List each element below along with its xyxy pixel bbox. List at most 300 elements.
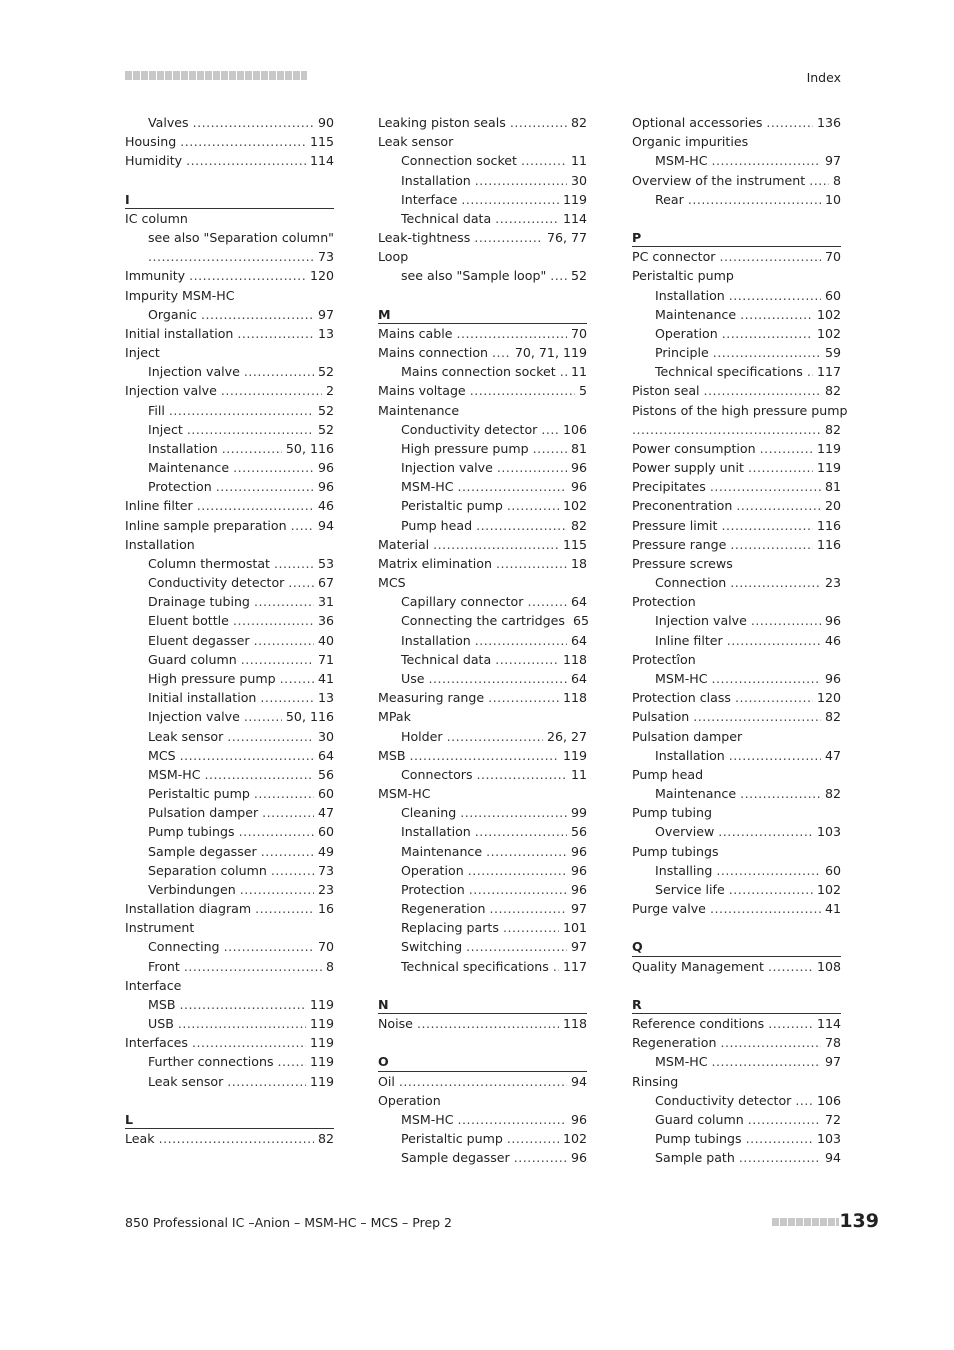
entry-page-ref: 97	[824, 153, 841, 169]
entry-page-ref: 47	[317, 805, 334, 821]
index-subentry	[125, 727, 334, 746]
entry-term: Humidity	[125, 153, 183, 169]
entry-page-ref: 101	[562, 920, 587, 936]
dot-leader	[495, 650, 559, 669]
entry-page-ref: 116	[816, 536, 841, 552]
index-entry	[632, 592, 841, 611]
index-subentry	[125, 995, 334, 1014]
index-subentry	[125, 957, 334, 976]
entry-page-ref: 96	[317, 460, 334, 476]
entry-term: Technical specifications	[401, 958, 549, 974]
entry-page-ref: 64	[317, 747, 334, 763]
entry-term: Installing	[655, 862, 713, 878]
entry-term: Inline filter	[655, 632, 723, 648]
entry-page-ref: 52	[317, 421, 334, 437]
entry-page-ref: 81	[824, 479, 841, 495]
dot-leader	[180, 746, 314, 765]
dot-leader	[475, 171, 567, 190]
index-subentry	[378, 1148, 587, 1167]
index-subentry	[125, 305, 334, 324]
index-entry	[632, 899, 841, 918]
entry-term: Impurity MSM-HC	[125, 287, 235, 303]
dot-leader	[274, 554, 314, 573]
entry-page-ref: 90	[317, 115, 334, 130]
entry-term: Separation column	[148, 862, 267, 878]
dot-leader	[468, 861, 567, 880]
entry-page-ref: 41	[824, 901, 841, 917]
dot-leader	[469, 880, 567, 899]
entry-page-ref: 119	[562, 191, 587, 207]
index-entry	[125, 151, 334, 170]
dot-leader	[809, 171, 829, 190]
index-subentry	[632, 362, 841, 381]
entry-page-ref: 71	[317, 651, 334, 667]
dot-leader	[727, 631, 821, 650]
entry-term: Pulsation damper	[148, 805, 259, 821]
entry-page-ref: 46	[824, 632, 841, 648]
index-subentry	[632, 1110, 841, 1129]
index-subentry	[125, 420, 334, 439]
index-entry	[632, 1033, 841, 1052]
index-entry	[632, 727, 841, 746]
entry-page-ref: 136	[816, 115, 841, 130]
dot-leader	[476, 516, 567, 535]
dot-leader	[433, 535, 559, 554]
entry-page-ref: 50, 116	[285, 709, 334, 725]
entry-term: Inject	[125, 345, 160, 361]
section-spacer	[125, 1091, 334, 1110]
entry-term: MSB	[148, 996, 176, 1012]
index-subentry	[632, 822, 841, 841]
entry-page-ref: 97	[317, 306, 334, 322]
index-subentry	[378, 477, 587, 496]
index-entry	[632, 420, 841, 439]
entry-term: Protection	[401, 881, 465, 897]
entry-page-ref: 96	[824, 613, 841, 629]
entry-page-ref: 82	[570, 115, 587, 130]
entry-term: Initial installation	[125, 325, 234, 341]
entry-page-ref: 70	[317, 939, 334, 955]
entry-page-ref: 106	[816, 1092, 841, 1108]
index-subentry	[125, 880, 334, 899]
dot-leader	[470, 381, 575, 400]
index-subentry	[378, 1110, 587, 1129]
index-subentry	[632, 343, 841, 362]
entry-term: Interface	[125, 977, 182, 993]
index-letter-heading: O	[378, 1052, 587, 1071]
dot-leader	[227, 1072, 306, 1091]
index-entry	[632, 535, 841, 554]
index-subentry	[125, 784, 334, 803]
dot-leader	[488, 688, 559, 707]
entry-page-ref: 2	[325, 383, 334, 399]
dot-leader	[192, 1033, 306, 1052]
index-subentry	[125, 362, 334, 381]
index-entry	[632, 688, 841, 707]
entry-page-ref: 52	[317, 402, 334, 418]
entry-page-ref: 106	[562, 421, 587, 437]
entry-page-ref: 11	[570, 153, 587, 169]
entry-page-ref: 59	[824, 345, 841, 361]
entry-term: USB	[148, 1016, 174, 1032]
dot-leader	[271, 861, 314, 880]
dot-leader	[720, 1033, 821, 1052]
entry-term: Protection	[632, 594, 696, 610]
dot-leader	[739, 1148, 821, 1167]
entry-term: Matrix elimination	[378, 555, 492, 571]
entry-page-ref: 5	[578, 383, 587, 399]
entry-term: Connectors	[401, 766, 473, 782]
index-subentry	[632, 1148, 841, 1167]
entry-term: Leaking piston seals	[378, 115, 506, 130]
dot-leader	[740, 784, 821, 803]
entry-page-ref: 52	[570, 268, 587, 284]
entry-term: Leak	[125, 1131, 155, 1147]
entry-term: Peristaltic pump	[148, 786, 250, 802]
dot-leader	[550, 266, 567, 285]
footer-document-title: 850 Professional IC –Anion – MSM-HC – MCS – Prep 2	[125, 1215, 452, 1230]
entry-page-ref: 94	[317, 517, 334, 533]
index-entry	[125, 1129, 334, 1148]
entry-term: Instrument	[125, 920, 195, 936]
entry-page-ref: 10	[824, 191, 841, 207]
index-entry	[125, 209, 334, 228]
index-entry	[378, 113, 587, 132]
entry-term: Pulsation damper	[632, 728, 743, 744]
dot-leader	[460, 803, 567, 822]
entry-page-ref: 94	[570, 1073, 587, 1089]
entry-page-ref: 49	[317, 843, 334, 859]
index-subentry	[125, 822, 334, 841]
entry-page-ref: 67	[317, 575, 334, 591]
entry-term: Mains connection socket	[401, 364, 556, 380]
dot-leader	[768, 1014, 813, 1033]
index-subentry	[125, 1014, 334, 1033]
dot-leader	[475, 631, 567, 650]
entry-term: Pump tubings	[148, 824, 235, 840]
entry-term: Overview	[655, 824, 715, 840]
entry-term: PC connector	[632, 249, 716, 265]
entry-term: Mains voltage	[378, 383, 466, 399]
entry-term: Technical data	[401, 210, 492, 226]
dot-leader	[746, 1129, 813, 1148]
index-subentry	[378, 669, 587, 688]
index-letter-heading: M	[378, 305, 587, 324]
dot-leader	[521, 151, 567, 170]
entry-term: Use	[401, 670, 425, 686]
entry-term: Connection	[655, 575, 727, 591]
index-entry	[125, 286, 334, 305]
index-subentry	[125, 573, 334, 592]
dot-leader	[507, 496, 559, 515]
dot-leader	[222, 439, 282, 458]
index-subentry	[632, 880, 841, 899]
entry-term: Operation	[401, 862, 464, 878]
entry-page-ref: 82	[824, 709, 841, 725]
index-entry	[632, 458, 841, 477]
dot-leader	[716, 861, 821, 880]
entry-page-ref: 70, 71, 119	[514, 345, 587, 361]
entry-term: Installation	[401, 824, 471, 840]
entry-page-ref: 97	[570, 901, 587, 917]
dot-leader	[233, 611, 314, 630]
dot-leader	[722, 324, 813, 343]
index-entry	[378, 1072, 587, 1091]
index-subentry	[125, 247, 334, 266]
index-subentry	[125, 765, 334, 784]
dot-leader	[227, 727, 314, 746]
dot-leader	[729, 286, 821, 305]
entry-page-ref: 82	[570, 517, 587, 533]
entry-page-ref: 70	[824, 249, 841, 265]
entry-page-ref: 56	[317, 766, 334, 782]
entry-page-ref: 13	[317, 690, 334, 706]
dot-leader	[475, 822, 567, 841]
index-subentry	[632, 746, 841, 765]
dot-leader	[237, 324, 314, 343]
entry-term: Injection valve	[148, 364, 240, 380]
entry-page-ref: 46	[317, 498, 334, 514]
entry-page-ref: 102	[816, 306, 841, 322]
entry-page-ref: 96	[570, 479, 587, 495]
dot-leader	[197, 496, 314, 515]
entry-page-ref: 97	[824, 1054, 841, 1070]
entry-term: Inline sample preparation	[125, 517, 287, 533]
entry-term: Inject	[148, 421, 183, 437]
index-subentry	[125, 803, 334, 822]
entry-term: Operation	[655, 325, 718, 341]
dot-leader	[560, 362, 567, 381]
entry-page-ref: 81	[570, 440, 587, 456]
dot-leader	[447, 727, 543, 746]
dot-leader	[244, 707, 282, 726]
index-subentry	[125, 228, 334, 247]
entry-page-ref: 11	[570, 364, 587, 380]
index-entry	[632, 1014, 841, 1033]
dot-leader	[189, 266, 306, 285]
dot-leader	[159, 1129, 314, 1148]
dot-leader	[497, 458, 567, 477]
entry-term: Injection valve	[148, 709, 240, 725]
entry-page-ref: 102	[816, 325, 841, 341]
entry-page-ref: 103	[816, 1131, 841, 1147]
index-subentry	[378, 765, 587, 784]
dot-leader	[186, 151, 306, 170]
entry-term: Pump head	[401, 517, 473, 533]
index-entry	[632, 171, 841, 190]
entry-page-ref: 53	[317, 555, 334, 571]
dot-leader	[807, 362, 813, 381]
entry-page-ref: 102	[816, 881, 841, 897]
index-subentry	[378, 592, 587, 611]
index-letter-heading: I	[125, 190, 334, 209]
index-subentry	[378, 516, 587, 535]
dot-leader	[495, 209, 559, 228]
entry-term: Maintenance	[148, 460, 230, 476]
page-number: 139	[839, 1210, 879, 1232]
index-letter-heading: L	[125, 1110, 334, 1129]
index-subentry	[125, 477, 334, 496]
dot-leader	[458, 1110, 567, 1129]
entry-term: Protectîon	[632, 651, 696, 667]
entry-term: Quality Management	[632, 958, 764, 974]
dot-leader	[632, 420, 821, 439]
entry-page-ref: 96	[570, 1150, 587, 1166]
dot-leader	[148, 247, 314, 266]
entry-term: Service life	[655, 881, 725, 897]
entry-term: Measuring range	[378, 690, 485, 706]
entry-term: Injection valve	[125, 383, 217, 399]
entry-page-ref: 31	[317, 594, 334, 610]
entry-term: Capillary connector	[401, 594, 524, 610]
entry-term: Regeneration	[401, 901, 486, 917]
index-letter-heading: R	[632, 995, 841, 1014]
entry-term: Guard column	[655, 1111, 744, 1127]
entry-page-ref: 60	[317, 786, 334, 802]
entry-page-ref: 119	[309, 996, 334, 1012]
index-subentry	[125, 650, 334, 669]
entry-term: Installation diagram	[125, 901, 252, 917]
dot-leader	[735, 688, 813, 707]
entry-page-ref: 103	[816, 824, 841, 840]
dot-leader	[288, 573, 314, 592]
dot-leader	[736, 496, 821, 515]
footer-decoration	[772, 1218, 839, 1226]
index-entry	[125, 381, 334, 400]
entry-page-ref: 108	[816, 958, 841, 974]
entry-page-ref: 64	[570, 594, 587, 610]
entry-term: Pistons of the high pressure pump	[632, 402, 848, 418]
index-entry	[125, 343, 334, 362]
entry-term: Conductivity detector	[148, 575, 285, 591]
index-subentry	[378, 861, 587, 880]
dot-leader	[254, 631, 314, 650]
entry-page-ref: 119	[309, 1016, 334, 1032]
entry-page-ref: 30	[317, 728, 334, 744]
entry-page-ref: 99	[570, 805, 587, 821]
index-entry	[125, 1033, 334, 1052]
entry-term: Drainage tubing	[148, 594, 250, 610]
index-subentry	[378, 611, 587, 630]
dot-leader	[693, 707, 821, 726]
index-entry	[378, 1014, 587, 1033]
entry-term: Inline filter	[125, 498, 193, 514]
dot-leader	[262, 803, 314, 822]
entry-term: Pressure limit	[632, 517, 718, 533]
entry-term: MSM-HC	[655, 153, 708, 169]
entry-page-ref: 60	[824, 862, 841, 878]
dot-leader	[291, 516, 314, 535]
index-subentry	[632, 305, 841, 324]
index-entry	[632, 401, 848, 420]
entry-page-ref: 40	[317, 632, 334, 648]
index-subentry	[632, 286, 841, 305]
section-spacer	[632, 918, 841, 937]
entry-term: Interface	[401, 191, 458, 207]
dot-leader	[457, 324, 567, 343]
entry-term: Technical data	[401, 651, 492, 667]
entry-page-ref: 116	[816, 517, 841, 533]
entry-page-ref: 114	[309, 153, 334, 169]
dot-leader	[241, 650, 314, 669]
entry-term: MPak	[378, 709, 411, 725]
index-subentry	[378, 803, 587, 822]
entry-page-ref: 96	[317, 479, 334, 495]
index-subentry	[632, 190, 841, 209]
entry-page-ref: 82	[824, 421, 841, 437]
index-entry	[632, 113, 841, 132]
entry-page-ref: 120	[309, 268, 334, 284]
entry-page-ref: 60	[824, 287, 841, 303]
dot-leader	[260, 688, 314, 707]
index-entry	[125, 266, 334, 285]
index-subentry	[632, 1091, 841, 1110]
entry-page-ref: 96	[570, 881, 587, 897]
dot-leader	[514, 1148, 567, 1167]
header-decoration	[125, 71, 307, 80]
entry-term: Material	[378, 536, 430, 552]
entry-page-ref: 73	[317, 249, 334, 265]
index-entry	[378, 573, 587, 592]
entry-page-ref: 30	[570, 172, 587, 188]
entry-term: Switching	[401, 939, 463, 955]
index-entry	[378, 1091, 587, 1110]
entry-term: Holder	[401, 728, 443, 744]
dot-leader	[527, 592, 567, 611]
entry-term: Housing	[125, 134, 177, 150]
entry-page-ref: 41	[317, 670, 334, 686]
entry-term: Maintenance	[655, 786, 737, 802]
index-entry	[378, 401, 587, 420]
index-subentry	[632, 631, 841, 650]
dot-leader	[477, 765, 567, 784]
dot-leader	[719, 247, 820, 266]
index-entry	[125, 496, 334, 515]
index-subentry	[632, 669, 841, 688]
entry-page-ref: 47	[824, 747, 841, 763]
entry-page-ref: 18	[570, 555, 587, 571]
entry-term: Overview of the instrument	[632, 172, 806, 188]
index-entry	[378, 343, 587, 362]
index-subentry	[378, 880, 587, 899]
entry-term: Injection valve	[655, 613, 747, 629]
index-subentry	[378, 420, 587, 439]
entry-page-ref: 73	[317, 862, 334, 878]
index-subentry	[632, 861, 841, 880]
index-subentry	[378, 171, 587, 190]
dot-leader	[280, 669, 314, 688]
dot-leader	[224, 937, 314, 956]
dot-leader	[278, 1052, 306, 1071]
index-entry	[632, 554, 841, 573]
entry-term: Peristaltic pump	[401, 498, 503, 514]
entry-term: Leak sensor	[148, 1073, 224, 1089]
entry-term: Conductivity detector	[655, 1092, 792, 1108]
section-spacer	[125, 171, 334, 190]
index-subentry	[125, 842, 334, 861]
index-entry	[378, 554, 587, 573]
entry-term: Replacing parts	[401, 920, 499, 936]
entry-term: Eluent degasser	[148, 632, 250, 648]
entry-term: Maintenance	[378, 402, 460, 418]
index-subentry	[378, 899, 587, 918]
entry-term: Protection class	[632, 690, 731, 706]
entry-term: Immunity	[125, 268, 186, 284]
entry-page-ref: 78	[824, 1035, 841, 1051]
index-subentry	[378, 631, 587, 650]
entry-page-ref: 20	[824, 498, 841, 514]
entry-page-ref: 119	[816, 440, 841, 456]
